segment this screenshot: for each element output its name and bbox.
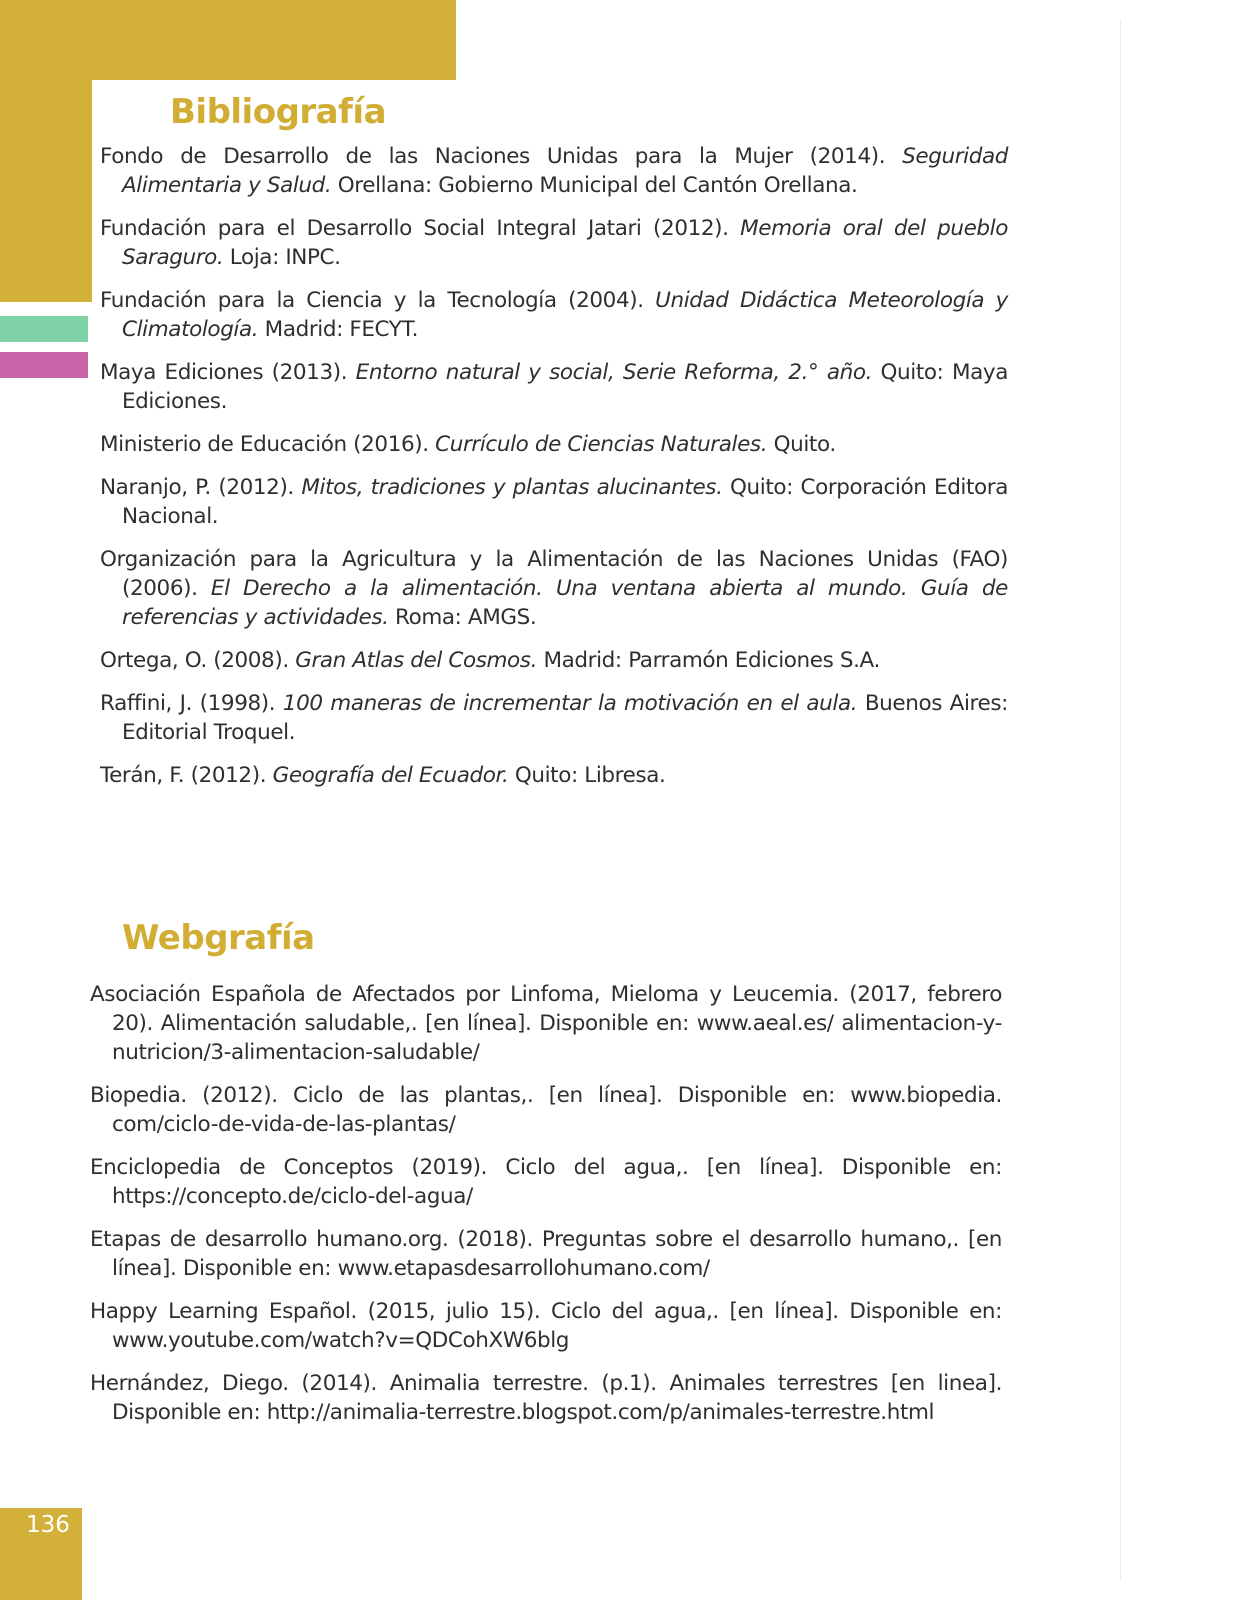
list-item: Naranjo, P. (2012). Mitos, tradiciones y plantas alucinantes. Quito: Corporación Editora Nacional. (100, 475, 1009, 529)
side-color-band (0, 80, 92, 302)
list-item: Organización para la Agricultura y la Alimentación de las Naciones Unidas (FAO) (2006). El Derecho a la alimentación. Una ventana abierta al mundo. Guía de referencias y actividades. Roma: AMGS. (100, 547, 1008, 630)
header-color-band (0, 0, 456, 80)
list-item: Maya Ediciones (2013). Entorno natural y social, Serie Reforma, 2.° año. Quito: Maya Ediciones. (100, 360, 1009, 414)
page-edge (1120, 20, 1121, 1580)
webography-list (90, 980, 1002, 1427)
green-side-tab (0, 316, 88, 342)
list-item: Ministerio de Educación (2016). Currículo de Ciencias Naturales. Quito. (100, 432, 836, 457)
list-item: Ortega, O. (2008). Gran Atlas del Cosmos. Madrid: Parramón Ediciones S.A. (100, 648, 880, 673)
list-item: Fondo de Desarrollo de las Naciones Unidas para la Mujer (2014). Seguridad Alimentaria y Salud. Orellana: Gobierno Municipal del Cantón Orellana. (100, 144, 1008, 198)
list-item: Terán, F. (2012). Geografía del Ecuador. Quito: Libresa. (100, 763, 666, 788)
page-number: 136 (26, 1512, 70, 1538)
list-item: Hernández, Diego. (2014). Animalia terrestre. (p.1). Animales terrestres [en linea]. Disponible en: http://animalia-terrestre.blogspot.com/p/animales-terrestre.html (90, 1371, 1002, 1425)
list-item: Raffini, J. (1998). 100 maneras de incrementar la motivación en el aula. Buenos Aires: Editorial Troquel. (100, 691, 1008, 745)
list-item: Biopedia. (2012). Ciclo de las plantas,. [en línea]. Disponible en: www.biopedia. com/ciclo-de-vida-de-las-plantas/ (90, 1083, 1002, 1137)
list-item: Asociación Española de Afectados por Linfoma, Mieloma y Leucemia. (2017, febrero 20). Alimentación saludable,. [en línea]. Disponible en: www.aeal.es/ alimentacion-y-nutricion/3-alimentacion-saludable/ (90, 982, 1002, 1065)
webography-heading: Webgrafía (122, 918, 315, 958)
list-item: Etapas de desarrollo humano.org. (2018). Preguntas sobre el desarrollo humano,. [en línea]. Disponible en: www.etapasdesarrollohumano.com/ (90, 1227, 1002, 1281)
list-item: Fundación para el Desarrollo Social Integral Jatari (2012). Memoria oral del pueblo Saraguro. Loja: INPC. (100, 216, 1008, 270)
bibliography-heading: Bibliografía (170, 92, 387, 132)
bibliography-list (100, 142, 1008, 790)
pink-side-tab (0, 352, 88, 378)
list-item: Fundación para la Ciencia y la Tecnología (2004). Unidad Didáctica Meteorología y Climatología. Madrid: FECYT. (100, 288, 1008, 342)
list-item: Enciclopedia de Conceptos (2019). Ciclo del agua,. [en línea]. Disponible en: https://concepto.de/ciclo-del-agua/ (90, 1155, 1002, 1209)
list-item: Happy Learning Español. (2015, julio 15). Ciclo del agua,. [en línea]. Disponible en: www.youtube.com/watch?v=QDCohXW6blg (90, 1299, 1002, 1353)
